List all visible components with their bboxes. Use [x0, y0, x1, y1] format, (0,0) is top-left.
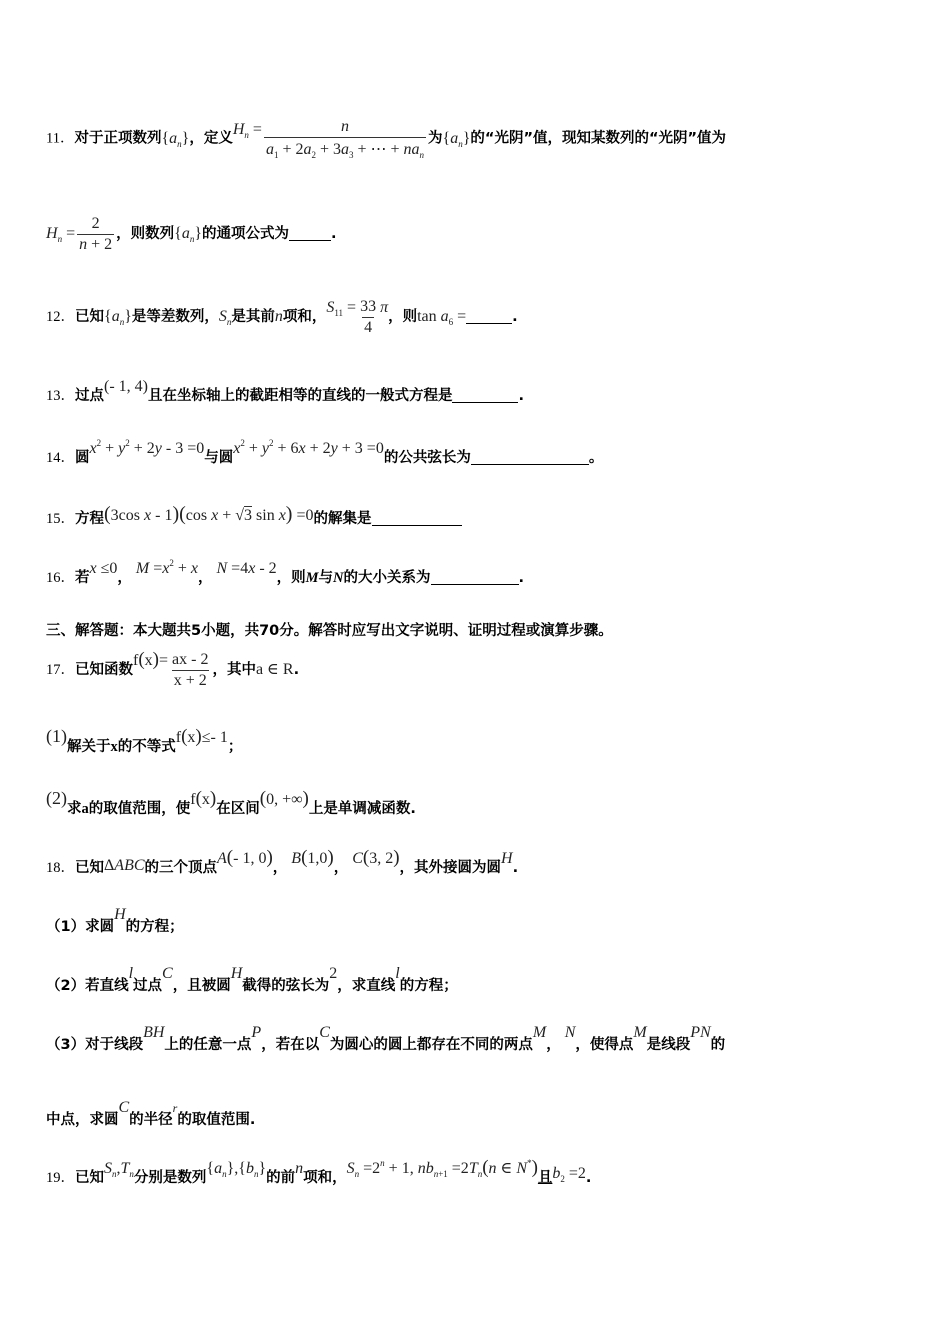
math-N: N	[333, 570, 344, 586]
text: ，	[546, 1037, 561, 1053]
math-triangle: ΔABC	[104, 857, 145, 874]
math-H-value: $H_n$ = $\frac{2}{n + 2}$	[46, 215, 113, 253]
math-N-def: N =4x - 2	[216, 560, 277, 577]
question-number: 17．	[46, 662, 75, 679]
math-n: n	[274, 308, 283, 326]
text: 为圆心的圆上都存在不同的两点	[329, 1037, 533, 1053]
text: .	[518, 388, 524, 404]
question-number: 15．	[46, 511, 75, 527]
text: 的公共弦长为	[383, 450, 471, 466]
math-M-def: $M =x^2 + x$	[135, 558, 198, 577]
question-12	[46, 298, 518, 337]
math-l: l	[128, 965, 134, 982]
math-function: f(x)= $\frac{ax - 2}{x + 2}$	[133, 649, 209, 689]
math-equation: (3cos x - 1)(cos x + √3 sin x) =0	[104, 503, 314, 525]
text: 圆	[75, 450, 90, 466]
question-18-part-2	[46, 965, 458, 995]
text: 分别是数列	[133, 1170, 207, 1186]
math-Sn-Tn: $S_n,T_n$	[104, 1160, 134, 1179]
text: 且在坐标轴上的截距相等的直线的一般式方程是	[147, 388, 453, 404]
question-19	[46, 1157, 592, 1188]
math-N: N	[560, 1024, 576, 1041]
var-a: a	[81, 801, 89, 817]
answer-blank[interactable]	[431, 570, 519, 585]
math-point-A: A(- 1, 0)	[217, 847, 273, 868]
text: 的前	[266, 1170, 296, 1186]
text: 已知	[75, 309, 104, 326]
text: 的大小关系为	[343, 570, 431, 586]
question-number: 19．	[46, 1170, 75, 1186]
question-18-part-3	[46, 1024, 726, 1054]
text: 的三个顶点	[144, 860, 218, 876]
question-18	[46, 847, 519, 878]
text: 若	[75, 570, 90, 586]
math-b2: $b_2 =2$	[552, 1165, 586, 1184]
text: 过点	[75, 388, 104, 404]
text: （3）对于线段	[46, 1037, 144, 1053]
math-seqs: $\{a_n\},\{b_n\}$	[206, 1160, 267, 1179]
text: ；	[227, 739, 243, 755]
text: 且	[537, 1170, 553, 1186]
math-point: (- 1, 4)	[104, 378, 148, 395]
math-seq-a: $\{a_n\}$	[174, 225, 202, 245]
section-title: 三、解答题：本大题共5小题，共70分。解答时应写出文字说明、证明过程或演算步骤。	[46, 623, 613, 639]
math-P: P	[251, 1024, 262, 1041]
question-number: 12．	[46, 309, 75, 326]
text: （2）若直线	[46, 978, 129, 994]
math-inequality: f(x)≤- 1	[175, 726, 228, 747]
var-x: x	[110, 739, 118, 755]
question-number: 18．	[46, 860, 75, 876]
text: 解关于	[67, 739, 111, 755]
text: 的不等式	[117, 739, 176, 755]
text: 已知	[75, 1170, 104, 1186]
text: .	[331, 226, 337, 243]
text: .	[518, 570, 525, 586]
answer-blank[interactable]	[452, 388, 518, 403]
math-M: M	[532, 1024, 547, 1041]
text: ，	[117, 570, 132, 586]
math-seq-a: $\{a_n\}$	[161, 129, 190, 149]
answer-blank[interactable]	[289, 226, 331, 241]
math-fx: f(x)	[190, 788, 217, 809]
math-l: l	[395, 965, 400, 982]
math-S11: $S^{11}$ = $\frac{33}{4}$ π	[326, 298, 389, 336]
text: 在区间	[216, 801, 260, 817]
question-17	[46, 651, 299, 690]
question-number: 14．	[46, 450, 75, 466]
question-18-part-3-cont	[46, 1099, 256, 1129]
math-tan-a6: $\tan a_6$ =	[417, 308, 467, 328]
question-11-cont	[46, 215, 337, 254]
text: ，使得点	[575, 1037, 634, 1053]
math-H: H	[114, 906, 126, 923]
math-two: 2	[329, 965, 338, 982]
text: 过点	[133, 978, 163, 994]
answer-blank[interactable]	[466, 309, 512, 324]
text: 与	[318, 570, 334, 586]
math-M: M	[305, 570, 319, 586]
question-number: 13．	[46, 388, 75, 404]
text: 的“光阴”值，现知某数列的“光阴”值为	[470, 130, 727, 147]
text: ，其外接圆为圆	[399, 860, 502, 876]
text: ，	[198, 570, 213, 586]
text: ，	[272, 860, 288, 876]
math-H: H	[501, 850, 513, 867]
math-Sn: $S_n$	[218, 308, 232, 328]
math-r: r	[172, 1101, 178, 1115]
text: ，则	[388, 309, 418, 326]
question-17-part-1	[46, 726, 243, 757]
text: 上是单调减函数.	[308, 801, 416, 817]
text: 。	[588, 450, 604, 466]
text: 项和，	[282, 309, 327, 326]
text: .	[293, 662, 300, 679]
text: 上的任意一点	[164, 1037, 252, 1053]
text: ，则数列	[116, 226, 175, 243]
text: 是线段	[646, 1037, 691, 1053]
math-C: C	[319, 1024, 330, 1041]
answer-blank[interactable]	[372, 511, 462, 526]
text: 中点，求圆	[46, 1112, 119, 1128]
question-14	[46, 438, 604, 467]
text: 与圆	[204, 450, 234, 466]
text: 的取值范围，使	[88, 801, 191, 817]
math-point-C: C(3, 2)	[352, 847, 400, 868]
text: 的解集是	[313, 511, 372, 527]
text: .	[585, 1170, 592, 1186]
question-13	[46, 378, 524, 405]
text: 是等差数列，	[131, 309, 219, 326]
question-number: 11．	[46, 130, 75, 147]
part-label: (1)	[46, 726, 67, 746]
text: 的方程；	[125, 919, 184, 935]
text: ，若在以	[261, 1037, 320, 1053]
text: 是其前	[231, 309, 275, 326]
question-16	[46, 558, 525, 587]
text: 的	[710, 1037, 726, 1053]
text: 为	[428, 130, 443, 147]
part-label: (2)	[46, 788, 67, 808]
text: ，求直线	[337, 978, 396, 994]
math-C: C	[118, 1099, 130, 1116]
text: 已知	[75, 860, 104, 876]
math-a-real: a ∈ R	[255, 661, 294, 679]
text: ，其中	[212, 662, 256, 679]
question-number: 16．	[46, 570, 75, 586]
text: ，且被圆	[172, 978, 231, 994]
math-point-B: B(1,0)	[291, 847, 334, 868]
text: （1）求圆	[46, 919, 115, 935]
text: 求	[67, 801, 82, 817]
answer-blank[interactable]	[471, 450, 589, 465]
text: 的方程；	[399, 978, 458, 994]
math-circle-1: $x^2 + y^2 + 2y - 3 =0$	[89, 438, 205, 457]
math-circle-2: $x^2 + y^2 + 6x + 2y + 3 =0$	[233, 438, 384, 457]
text: ，则	[276, 570, 306, 586]
math-x-cond: x ≤0	[89, 560, 118, 577]
text: .	[512, 309, 518, 326]
text: 已知函数	[75, 662, 133, 679]
math-H: H	[230, 965, 243, 982]
text: .	[512, 860, 519, 876]
text: ，定义	[189, 130, 233, 147]
math-M: M	[633, 1024, 647, 1041]
section-heading	[46, 619, 613, 640]
question-11	[46, 118, 726, 160]
text: 的取值范围.	[177, 1112, 256, 1128]
text: 截得的弦长为	[242, 978, 330, 994]
math-relations: $S_n =2^n + 1$, $nb_{n+1} =2T_n(n$ ∈ N*)	[346, 1157, 538, 1179]
question-18-part-1	[46, 906, 184, 936]
question-15	[46, 503, 462, 529]
question-17-part-2	[46, 788, 416, 819]
math-BH: BH	[143, 1024, 165, 1041]
math-C: C	[162, 965, 173, 982]
math-n: n	[295, 1160, 304, 1177]
text: 的通项公式为	[202, 226, 289, 243]
math-interval: (0, +∞)	[259, 788, 309, 809]
text: 项和，	[303, 1170, 347, 1186]
text: 的半径	[129, 1112, 173, 1128]
math-seq-a: $\{a_n\}$	[104, 308, 132, 328]
text: 对于正项数列	[74, 130, 162, 147]
math-seq-a: $\{a_n\}$	[442, 129, 471, 149]
text: 方程	[75, 511, 104, 527]
text: ，	[333, 860, 349, 876]
math-H-def: $H^n$ = $\frac{n}{a_1 + 2a_2 + 3a_3 + \cdots + na_n}$	[232, 118, 425, 160]
math-PN: PN	[690, 1024, 711, 1041]
